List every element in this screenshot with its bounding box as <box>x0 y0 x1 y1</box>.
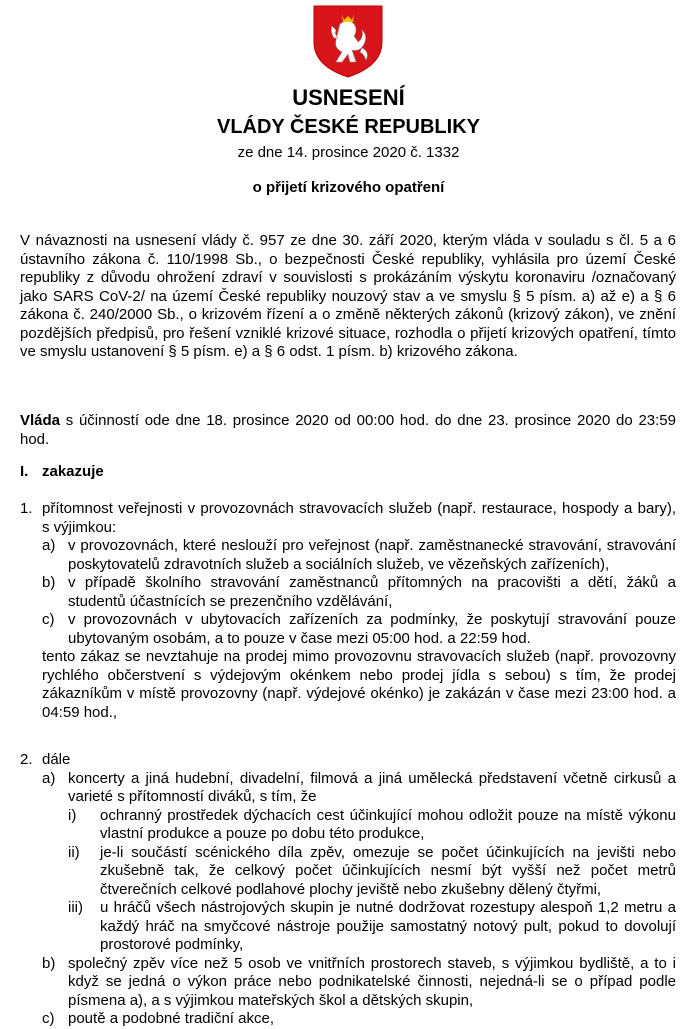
sub-item-b <box>42 574 676 611</box>
list-item-1 <box>20 500 676 722</box>
roman-text: u hráčů všech nástrojových skupin je nutné dodržovat rozestupy alespoň 1,2 metru a každý hráč na smyčcové nástroje použije samostatný notový pult, pokud to dovolují prostorové podmínky, <box>100 899 676 953</box>
vlada-label: Vláda <box>20 412 61 429</box>
item-text: dále <box>42 751 71 768</box>
section-label: zakazuje <box>42 463 104 480</box>
sub-marker: b) <box>42 954 56 972</box>
sub-text: poutě a podobné tradiční akce, <box>68 1010 274 1027</box>
roman-item-iii <box>68 899 676 955</box>
list-item-2 <box>20 751 676 1029</box>
intro-paragraph: V návaznosti na usnesení vlády č. 957 ze dne 30. září 2020, kterým vláda v souladu s čl. 5 a 6 ústavního zákona č. 110/1998 Sb., o bezpečnosti České republiky, vyhlásila pro území České republiky z důvodu ohrožení zdraví v souvislosti s prokázáním výskytu koronaviru /označovaný jako SARS CoV-2/ na území České republiky nouzový stav a ve smyslu § 5 písm. a) až e) a § 6 zákona č. 240/2000 Sb., o krizovém řízení a o změně některých zákonů (krizový zákon), ve znění pozdějších předpisů, pro řešení vzniklé krizové situace, rozhodla o přijetí krizových opatření, tímto ve smyslu ustanovení § 5 písm. e) a § 6 odst. 1 písm. b) krizového zákona. <box>20 232 676 360</box>
effective-text: s účinností ode dne 18. prosince 2020 od 00:00 hod. do dne 23. prosince 2020 do 23:59 hod. <box>20 412 676 448</box>
document-subtitle: VLÁDY ČESKÉ REPUBLIKY <box>216 116 480 138</box>
sub-text: v provozovnách v ubytovacích zařízeních za podmínky, že poskytují stravování pouze ubytovaným osobám, a to pouze v čase mezi 05:00 hod. a 22:59 hod. <box>68 611 676 647</box>
sub-item-b <box>42 955 676 1011</box>
sub-item-c <box>42 1010 676 1029</box>
item-number: 2. <box>20 751 33 768</box>
roman-marker: i) <box>68 806 77 824</box>
sub-item-a <box>42 770 676 807</box>
sub-marker: c) <box>42 611 55 628</box>
sub-marker: c) <box>42 1010 55 1027</box>
sub-marker: a) <box>42 537 56 554</box>
section-heading <box>20 463 676 482</box>
roman-item-ii <box>68 844 676 900</box>
document-title: USNESENÍ <box>292 85 405 110</box>
sub-marker: a) <box>42 769 56 787</box>
roman-marker: ii) <box>68 843 80 861</box>
roman-item-i <box>68 807 676 844</box>
roman-text: je-li součástí scénického díla zpěv, omezuje se počet účinkujících na jevišti nebo zkušebně tak, že celkový počet účinkujících nesmí být vyšší než počet metrů čtverečních celkové podlahové plochy jeviště nebo zkušebny dělený čtyřmi, <box>100 843 676 898</box>
document-subject: o přijetí krizového opatření <box>252 179 445 196</box>
item-number: 1. <box>20 500 33 517</box>
effective-paragraph <box>20 412 676 449</box>
roman-text: ochranný prostředek dýchacích cest účinkující mohou odložit pouze na místě výkonu vlastní produkce a pouze po dobu této produkce, <box>100 806 676 842</box>
sub-item-a <box>42 537 676 574</box>
item-tail-text: tento zákaz se nevztahuje na prodej mimo provozovnu stravovacích služeb (např. provozovny rychlého občerstvení s výdejovým okénkem nebo prodej jídla s sebou) s tím, že prodej zákazníkům v místě provozovny (např. výdejové okénko) je zakázán v čase mezi 23:00 hod. a 04:59 hod., <box>42 648 676 721</box>
document-date: ze dne 14. prosince 2020 č. 1332 <box>237 144 460 161</box>
section-number: I. <box>20 463 29 480</box>
state-emblem <box>304 2 392 78</box>
sub-text: v případě školního stravování zaměstnanců přítomných na pracovišti a dětí, žáků a studentů účastnících se prezenčního vzdělávání, <box>68 574 676 610</box>
sub-text: v provozovnách, které neslouží pro veřejnost (např. zaměstnanecké stravování, stravování poskytovatelů zdravotních služeb a sociálních služeb, ve vězeňských zařízeních), <box>68 537 676 573</box>
roman-marker: iii) <box>68 899 83 916</box>
sub-text: koncerty a jiná hudební, divadelní, filmová a jiná umělecká představení včetně cirkusů a varieté s přítomností diváků, s tím, že <box>68 769 676 805</box>
sub-item-c <box>42 611 676 648</box>
item-text: přítomnost veřejnosti v provozovnách stravovacích služeb (např. restaurace, hospody a bary), s výjimkou: <box>42 500 676 536</box>
sub-marker: b) <box>42 574 56 591</box>
sub-text: společný zpěv více než 5 osob ve vnitřních prostorech staveb, s výjimkou bydliště, a to i když se jedná o výkon práce nebo podnikatelské činnosti, nejedná-li se o případ podle písmena a), a s výjimkou mateřských škol a dětských skupin, <box>68 954 676 1009</box>
